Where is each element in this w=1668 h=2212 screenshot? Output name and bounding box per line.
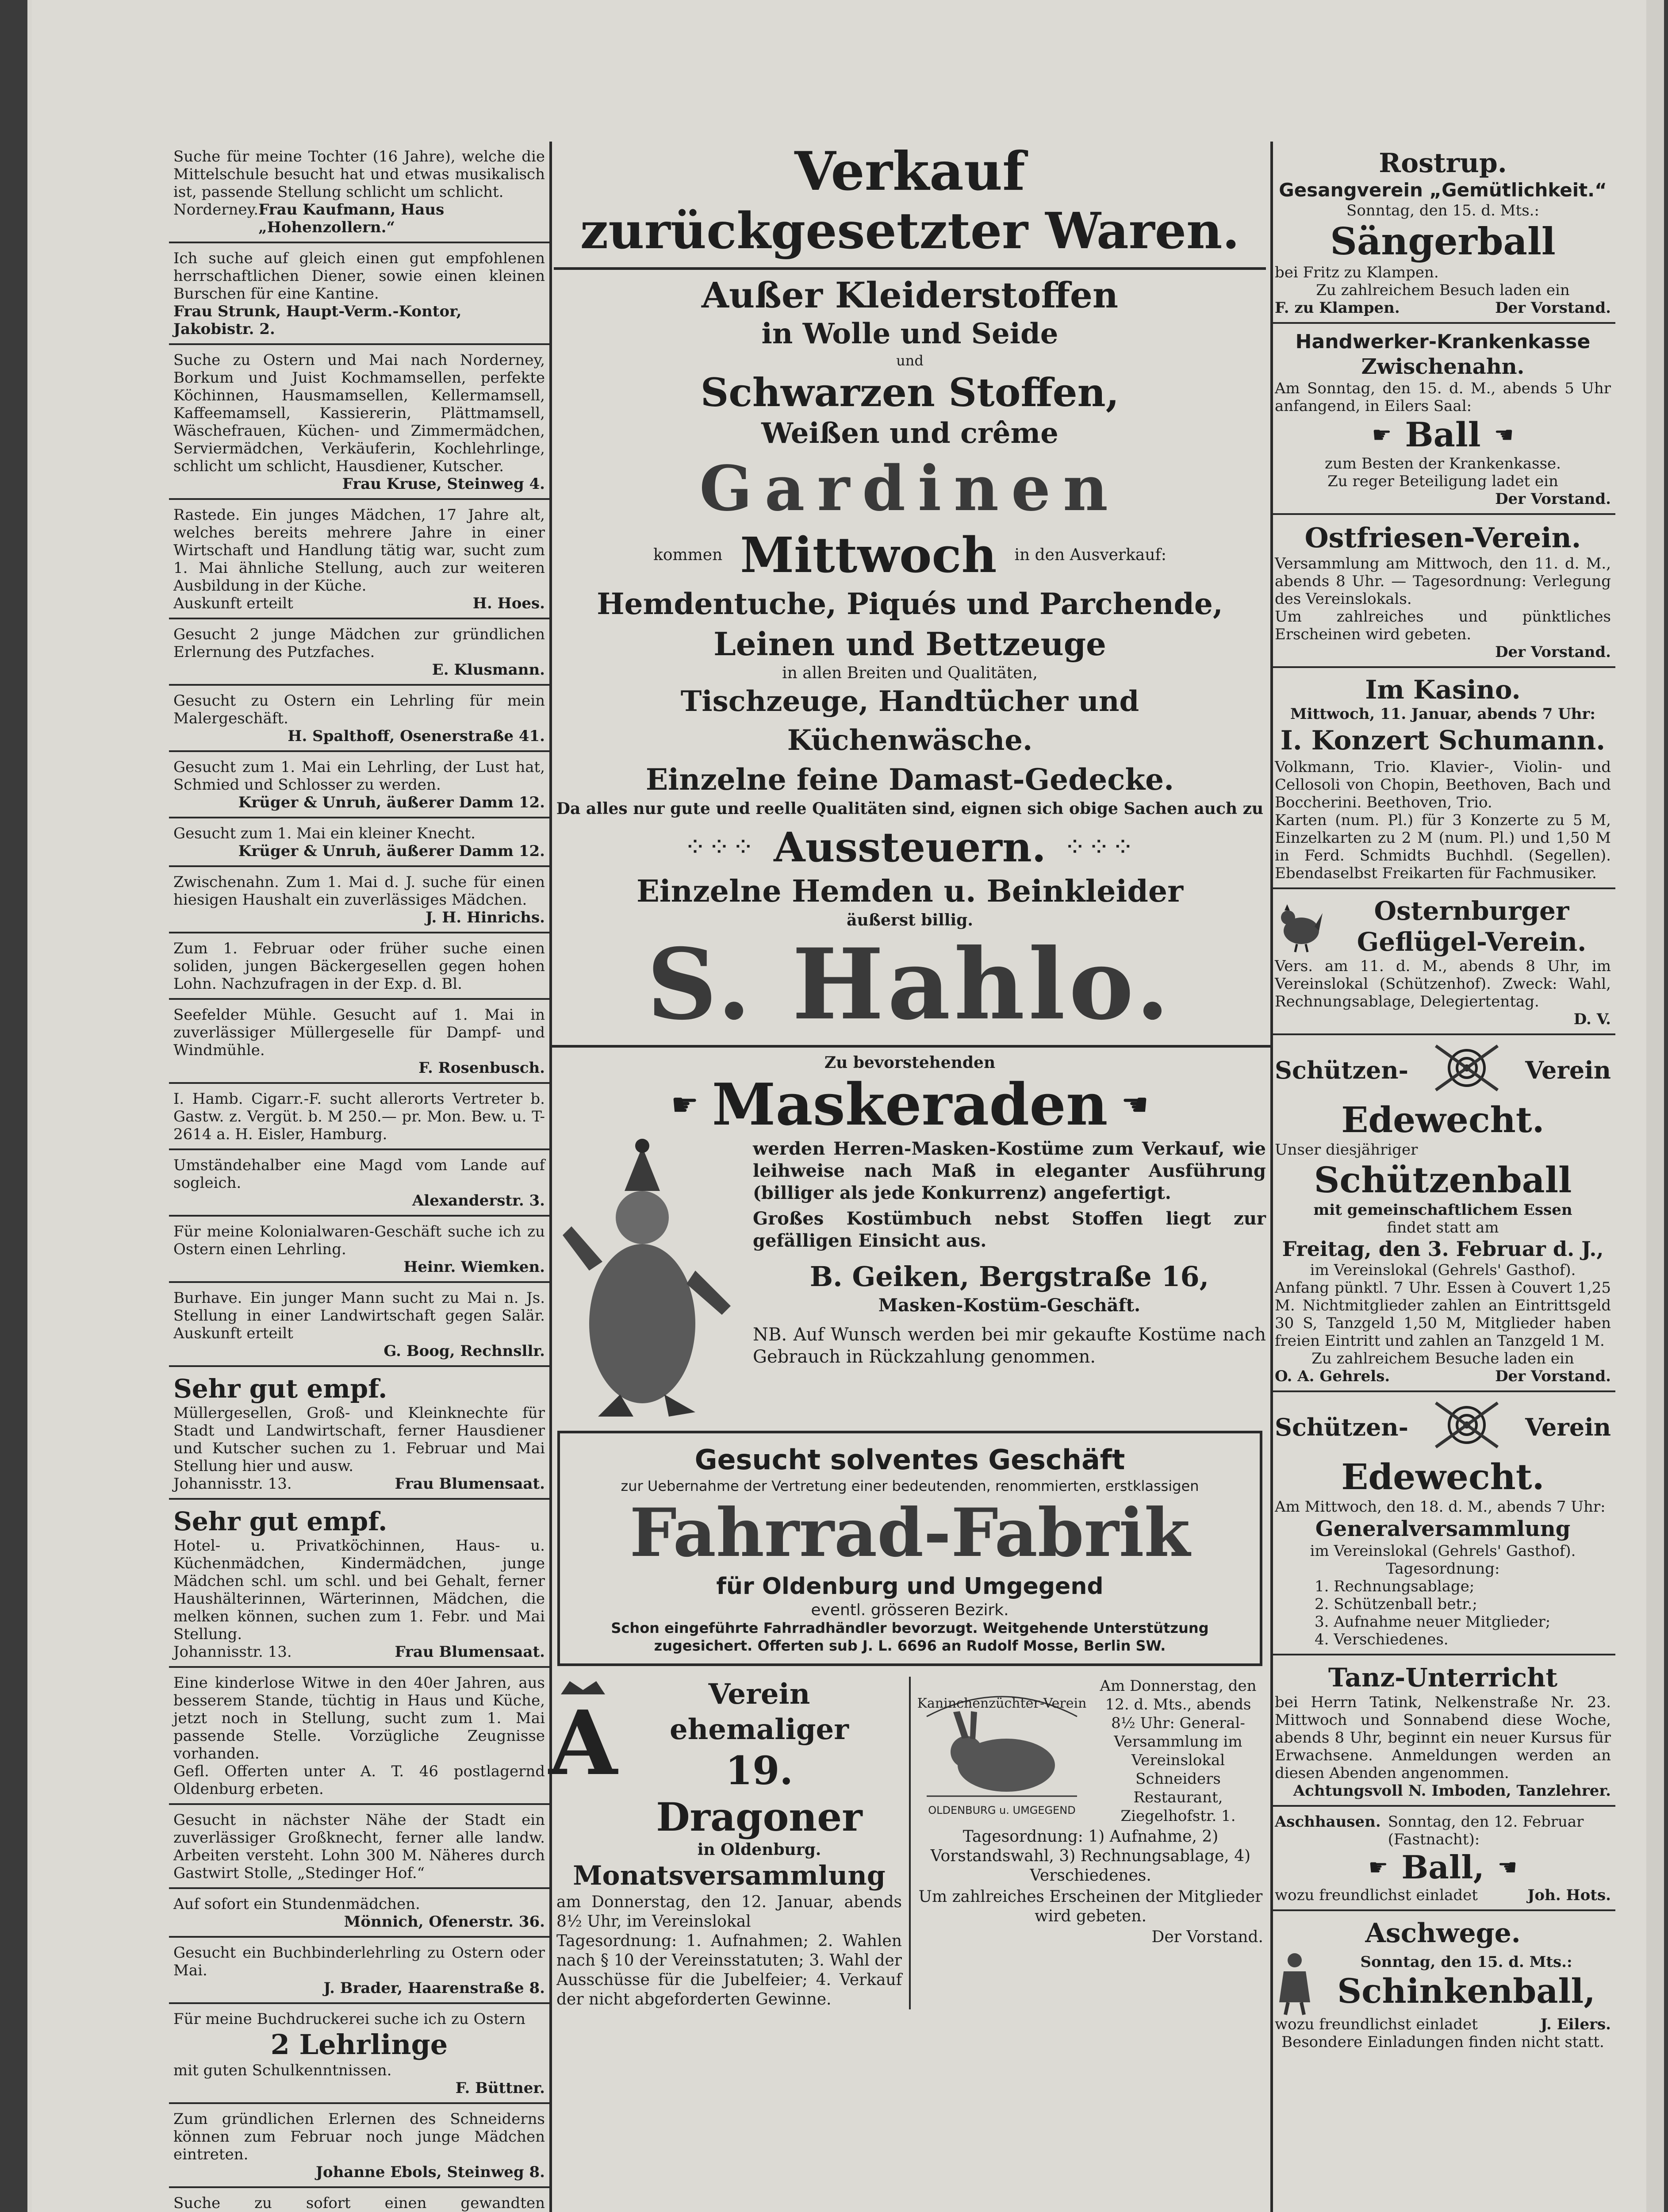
sonntag-15: Sonntag, den 15. d. Mts.: xyxy=(1346,202,1539,219)
tages-item: 3. Aufnahme neuer Mitglieder; xyxy=(1315,1613,1551,1631)
schon-text: Schon eingeführte Fahrradhändler bevorzugt. Weitgehende Unterstützung zugesichert. Offerten sub J. L. 6696 an Rudolf Mosse, Berlin SW. xyxy=(611,1620,1209,1654)
kostuembuch-text: Großes Kostümbuch nebst Stoffen liegt zur gefälligen Einsicht aus. xyxy=(753,1208,1266,1251)
ad-text: Zwischenahn. Zum 1. Mai d. J. suche für einen hiesigen Haushalt ein zuverlässiges Mädchen. xyxy=(173,873,545,909)
generalvers-title: Generalversammlung xyxy=(1315,1517,1571,1541)
kaninchen-um: Um zahlreiches Erscheinen der Mitglieder wird gebeten. xyxy=(918,1888,1263,1925)
ad-text: Gesucht ein Buchbinderlehrling zu Ostern oder Mai. xyxy=(173,1944,545,1979)
ornament-icon: ⁘⁘⁘ xyxy=(1063,832,1136,863)
ostfriesen-title: Ostfriesen-Verein. xyxy=(1304,522,1581,554)
dv-sig: D. V. xyxy=(1573,1010,1611,1028)
gefluegel-text: Vers. am 11. d. M., abends 8 Uhr, im Vereinslokal (Schützenhof). Zweck: Wahl, Rechnungsablage, Delegiertentag. xyxy=(1275,957,1611,1010)
classified-ad xyxy=(169,142,549,243)
ad-signature-left: Norderney. xyxy=(173,201,259,219)
mittwoch-text: Mittwoch xyxy=(740,526,997,584)
maskeraden-title: Maskeraden xyxy=(712,1071,1108,1138)
aussteuern-row xyxy=(554,823,1266,872)
aschhausen-title: Aschhausen. xyxy=(1275,1813,1381,1831)
classified-ad xyxy=(169,1150,549,1217)
gefluegel-title: Geflügel-Verein. xyxy=(1357,927,1587,957)
am-mittwoch: Am Mittwoch, den 18. d. M., abends 7 Uhr: xyxy=(1275,1498,1606,1516)
ad-signature: Alexanderstr. 3. xyxy=(412,1192,545,1210)
der-vorstand: Der Vorstand. xyxy=(1495,643,1611,661)
ad-text: Zum gründlichen Erlernen des Schneiderns können zum Februar noch junge Mädchen eintreten. xyxy=(173,2110,545,2163)
edewecht-title: Edewecht. xyxy=(1341,1099,1545,1141)
breiten-line: in allen Breiten und Qualitäten, xyxy=(782,664,1038,682)
ad-signature: Frau Strunk, Haupt-Verm.-Kontor, Jakobistr. 2. xyxy=(173,303,462,338)
findet-text: findet statt am xyxy=(1387,1219,1499,1237)
gefluegel-ad xyxy=(1270,889,1615,1035)
im-vereinslokal: im Vereinslokal (Gehrels' Gasthof). xyxy=(1310,1542,1576,1560)
fahrrad-ad xyxy=(557,1431,1262,1666)
tagesordnung-head: Tagesordnung: xyxy=(1386,1560,1500,1578)
ad-text: mit guten Schulkenntnissen. xyxy=(173,2062,392,2079)
anfang-text: Anfang pünktl. 7 Uhr. Essen à Couvert 1,25 M. Nichtmitglieder zahlen an Eintrittsgeld 30 S, Tanzgeld 1,50 M, Mitglieder haben freien Eintritt und zahlen an Tanzgeld 1 M. xyxy=(1275,1279,1611,1350)
schuetzen-text: Schützen- xyxy=(1275,1413,1409,1441)
classified-ad xyxy=(169,686,549,752)
classified-ad xyxy=(169,2188,549,2212)
zu-reger: Zu reger Beteiligung ladet ein xyxy=(1327,472,1558,490)
ad-heading: Sehr gut empf. xyxy=(173,1506,387,1536)
ad-text: Müllergesellen, Groß- und Kleinknechte für Stadt und Landwirtschaft, ferner Hausdiener und Kutscher suchen zu 1. Februar und Mai Stellung hier und ausw. xyxy=(173,1404,545,1475)
schuetzen-text: Schützen- xyxy=(1275,1056,1409,1084)
ad-text: Gesucht zum 1. Mai ein Lehrling, der Lust hat, Schmied und Schlosser zu werden. xyxy=(173,758,545,794)
ad-text: Suche zu sofort einen gewandten xyxy=(173,2194,545,2212)
classified-ad xyxy=(169,1283,549,1367)
hots-sig: Joh. Hots. xyxy=(1527,1886,1611,1904)
gehrels-sig: O. A. Gehrels. xyxy=(1275,1367,1390,1385)
imboden-sig: Achtungsvoll N. Imboden, Tanzlehrer. xyxy=(1293,1782,1611,1800)
dragoner-text: am Donnerstag, den 12. Januar, abends 8½ Uhr, im Vereinslokal xyxy=(556,1893,902,1931)
weissen-line: Weißen und crême xyxy=(761,417,1058,450)
classified-ad xyxy=(169,933,549,1000)
konzert-text: Volkmann, Trio. Klavier-, Violin- und Cellosoli von Chopin, Beethoven, Bach und Boccherini. Beethoven, Trio. xyxy=(1275,758,1611,811)
hand-pointer-left-icon: ☚ xyxy=(1494,422,1514,448)
saengerball: Sängerball xyxy=(1330,219,1556,263)
ad-text: Für meine Buchdruckerei suche ich zu Ostern xyxy=(173,2010,525,2028)
ausser-line: Außer Kleiderstoffen xyxy=(701,274,1119,316)
kaninchen-text: Am Donnerstag, den 12. d. Mts., abends 8½ Uhr: General-Versammlung im Vereinslokal Schneiders Restaurant, Ziegelhofstr. 1. xyxy=(1100,1677,1257,1825)
zu-zahlr-text: Zu zahlreichem Besuche laden ein xyxy=(1311,1350,1574,1367)
gesangverein: Gesangverein „Gemütlichkeit.“ xyxy=(1279,179,1607,201)
rooster-icon xyxy=(1275,900,1323,953)
ad-signature: H. Spalthoff, Osenerstraße 41. xyxy=(288,727,545,745)
rabbit-illustration-icon xyxy=(918,1677,1086,1823)
ad-signature: Krüger & Unruh, äußerer Damm 12. xyxy=(238,842,545,860)
aussteuern-text: Aussteuern. xyxy=(774,823,1046,871)
wozu2-text: wozu freundlichst einladet xyxy=(1275,2016,1478,2033)
kasino-title: Im Kasino. xyxy=(1365,675,1521,705)
gemeinsch-text: mit gemeinschaftlichem Essen xyxy=(1313,1201,1572,1219)
da-alles-line: Da alles nur gute und reelle Qualitäten sind, eignen sich obige Sachen auch zu xyxy=(556,799,1264,818)
ad-signature-left: Johannisstr. 13. xyxy=(173,1475,292,1493)
vereinslokal-text: im Vereinslokal (Gehrels' Gasthof). xyxy=(1310,1261,1576,1279)
ad-text: Suche für meine Tochter (16 Jahre), welche die Mittelschule besucht hat und etwas musikalisch ist, passende Stellung schlicht um schlicht. xyxy=(173,148,545,201)
verkauf-title-2: zurückgesetzter Waren. xyxy=(580,202,1240,260)
tanz-ad xyxy=(1270,1655,1615,1807)
ostfriesen-text: Versammlung am Mittwoch, den 11. d. M., abends 8 Uhr. — Tagesordnung: Verlegung des Vereinslokals. xyxy=(1275,555,1611,608)
kasino-date: Mittwoch, 11. Januar, abends 7 Uhr: xyxy=(1290,705,1595,723)
aschwege-ad xyxy=(1270,1911,1615,2056)
verein-text: Verein xyxy=(1525,1413,1611,1441)
classified-ad xyxy=(169,1000,549,1084)
rostrup-title: Rostrup. xyxy=(1379,148,1507,179)
zwischenahn-title: Zwischenahn. xyxy=(1361,354,1525,379)
eventl-text: eventl. grösseren Bezirk. xyxy=(811,1601,1009,1619)
ad-text: Rastede. Ein junges Mädchen, 17 Jahre alt, welches bereits mehrere Jahre in einer Wirtschaft und Handlung tätig war, sucht zum 1. Mai ähnliche Stellung, auch zur weiteren Ausbildung in der Küche. xyxy=(173,506,545,595)
aschwege-title: Aschwege. xyxy=(1365,1918,1521,1949)
ad-text: Eine kinderlose Witwe in den 40er Jahren, aus besserem Stande, tüchtig in Haus und Küche, jetzt noch in Stellung, sucht zum 1. Mai passende Stelle. Vorzügliche Zeugnisse vorhanden. xyxy=(173,1674,545,1763)
tanz-text: bei Herrn Tatink, Nelkenstraße Nr. 23. Mittwoch und Sonnabend diese Woche, abends 8 Uhr, beginnt ein neuer Kursus für Erwachsene. Anmeldungen werden an diesen Abenden angenommen. xyxy=(1275,1694,1611,1782)
ad-signature: Mönnich, Ofenerstr. 36. xyxy=(344,1913,545,1931)
classified-ad xyxy=(169,1367,549,1500)
ad-signature: E. Klusmann. xyxy=(432,661,545,679)
svg-text:A: A xyxy=(548,1691,617,1795)
newspaper-page xyxy=(27,0,1664,2212)
geiken-name: B. Geiken, Bergstraße 16, xyxy=(809,1260,1209,1293)
target-rifles-icon xyxy=(1434,1398,1500,1455)
billig-line: äußerst billig. xyxy=(847,911,973,929)
crown-initial-icon xyxy=(548,1677,617,1795)
ad-text: Gesucht zu Ostern ein Lehrling für mein Malergeschäft. xyxy=(173,692,545,727)
freitag-text: Freitag, den 3. Februar d. J., xyxy=(1282,1237,1604,1261)
dragoner-title: 19. Dragoner xyxy=(656,1747,863,1840)
hand-pointer-icon: ☛ xyxy=(671,1087,699,1123)
divider xyxy=(554,267,1266,270)
ad-text: Ich suche auf gleich einen gut empfohlenen herrschaftlichen Diener, sowie einen kleinen Burschen für eine Kantine. xyxy=(173,250,545,303)
ad-text: Gesucht 2 junge Mädchen zur gründlichen Erlernung des Putzfaches. xyxy=(173,626,545,661)
ad-text: Gesucht in nächster Nähe der Stadt ein zuverlässiger Großknecht, ferner alle landw. Arbeiten versteht. Lohn 300 M. Näheres durch Gastwirt Stolle, „Stedinger Hof.“ xyxy=(173,1811,545,1882)
classified-ad xyxy=(169,1889,549,1938)
classified-ad xyxy=(169,2004,549,2104)
bei-fritz: bei Fritz zu Klampen. xyxy=(1275,264,1439,281)
verkauf-ad xyxy=(549,142,1270,1045)
left-column xyxy=(169,142,549,2212)
classified-ad xyxy=(169,345,549,500)
ad-text: Zum 1. Februar oder früher suche einen soliden, jungen Bäckergesellen gegen hohen Lohn. Nachzufragen in der Exp. d. Bl. xyxy=(173,940,545,993)
zu-zahl: Zu zahlreichem Besuch laden ein xyxy=(1316,281,1570,299)
classified-ad xyxy=(169,500,549,619)
mittwoch-row xyxy=(554,526,1266,584)
konzert-title: I. Konzert Schumann. xyxy=(1280,725,1606,756)
ad-signature: G. Boog, Rechnsllr. xyxy=(383,1342,545,1360)
classified-ad xyxy=(169,818,549,867)
classified-ad xyxy=(169,752,549,818)
besondere-text: Besondere Einladungen finden nicht statt. xyxy=(1281,2033,1604,2051)
ad-signature: Johanne Ebols, Steinweg 8. xyxy=(315,2163,545,2181)
ad-signature: J. H. Hinrichs. xyxy=(426,909,545,926)
ausverkauf-text: in den Ausverkauf: xyxy=(1014,546,1166,564)
ad-signature: Krüger & Unruh, äußerer Damm 12. xyxy=(238,794,545,811)
schinkenball-title: Schinkenball, xyxy=(1337,1971,1595,2011)
wozu-text: wozu freundlichst einladet xyxy=(1275,1886,1478,1904)
ad-signature-left: Johannisstr. 13. xyxy=(173,1643,292,1661)
ad-heading: Sehr gut empf. xyxy=(173,1374,387,1404)
der-vorstand: Der Vorstand. xyxy=(1495,490,1611,508)
kaninchen-ad xyxy=(911,1677,1270,2009)
page-edge xyxy=(1646,0,1664,2212)
und-line: und xyxy=(896,352,924,369)
classified-ad xyxy=(169,243,549,345)
classified-ad xyxy=(169,1500,549,1668)
ad-text: Seefelder Mühle. Gesucht auf 1. Mai in zuverlässiger Müllergeselle für Dampf- und Windmühle. xyxy=(173,1006,545,1059)
tages-item: 1. Rechnungsablage; xyxy=(1315,1578,1475,1595)
damast-line: Einzelne feine Damast-Gedecke. xyxy=(645,762,1174,797)
aschwege-date: Sonntag, den 15. d. Mts.: xyxy=(1360,1953,1572,1971)
karten-text: Karten (num. Pl.) für 3 Konzerte zu 5 M, Einzelkarten zu 2 M (num. Pl.) und 1,50 M in Ferd. Schmidts Buchhdl. (Segellen). Ebendaselbst Freikarten für Fachmusiker. xyxy=(1275,811,1611,882)
der-vorstand: Der Vorstand. xyxy=(1495,299,1611,317)
f-klampen: F. zu Klampen. xyxy=(1275,299,1400,317)
monatsversammlung: Monatsversammlung xyxy=(573,1860,886,1891)
classified-ad xyxy=(169,1938,549,2004)
target-rifles-icon xyxy=(1434,1041,1500,1098)
middle-column xyxy=(549,142,1270,2212)
ad-signature-left: Auskunft erteilt xyxy=(173,595,293,612)
tisch-line: Tischzeuge, Handtücher und Küchenwäsche. xyxy=(680,685,1139,757)
ball-title: Ball xyxy=(1405,415,1481,454)
classified-ad xyxy=(169,1668,549,1805)
ad-text: Für meine Kolonialwaren-Geschäft suche ich zu Ostern einen Lehrling. xyxy=(173,1223,545,1258)
hahlo-line: S. Hahlo. xyxy=(647,927,1173,1041)
hemden-line: Hemdentuche, Piqués und Parchende, xyxy=(597,587,1223,621)
ad-text: Hotel- u. Privatköchinnen, Haus- u. Küchenmädchen, Kindermädchen, junge Mädchen schl. um schl. und bei Gehalt, ferner Haushälterinnen, Wärterinnen, Mädchen, die melken können, suchen zum 1. Febr. und Mai Stellung. xyxy=(173,1537,545,1643)
ad-signature: Frau Blumensaat. xyxy=(395,1643,545,1661)
maskeraden-ad xyxy=(549,1048,1270,1426)
ad-text: Burhave. Ein junger Mann sucht zu Mai n. Js. Stellung in einer Landwirtschaft gegen Salär. Auskunft erteilt xyxy=(173,1289,545,1342)
ad-text: Gefl. Offerten unter A. T. 46 postlagernd Oldenburg erbeten. xyxy=(173,1763,545,1798)
ad-signature: Frau Kruse, Steinweg 4. xyxy=(342,475,545,493)
hand-pointer-icon: ☛ xyxy=(1368,1855,1388,1880)
svg-text:OLDENBURG u. UMGEGEND: OLDENBURG u. UMGEGEND xyxy=(928,1804,1076,1816)
hand-pointer-left-icon: ☚ xyxy=(1121,1087,1149,1123)
kasino-ad xyxy=(1270,668,1615,889)
maskeraden-row xyxy=(554,1071,1266,1138)
fahrrad-fabrik: Fahrrad-Fabrik xyxy=(629,1494,1190,1572)
ad-text: I. Hamb. Cigarr.-F. sucht allerorts Vertreter b. Gastw. z. Vergüt. b. M 250.— pr. Mon. Bew. u. T-2614 a. H. Eisler, Hamburg. xyxy=(173,1090,545,1143)
right-column xyxy=(1270,142,1615,2212)
ad-signature: J. Brader, Haarenstraße 8. xyxy=(323,1979,545,1997)
ad-text: Auf sofort ein Stundenmädchen. xyxy=(173,1895,420,1913)
masken-geschaeft: Masken-Kostüm-Geschäft. xyxy=(878,1295,1141,1316)
leinen-line: Leinen und Bettzeuge xyxy=(713,625,1106,663)
kommen-text: kommen xyxy=(653,546,723,564)
einzelne-hemden-line: Einzelne Hemden u. Beinkleider xyxy=(636,874,1184,909)
hand-pointer-icon: ☛ xyxy=(1372,422,1392,448)
tanz-title: Tanz-Unterricht xyxy=(1328,1663,1558,1693)
tages-list xyxy=(1275,1578,1611,1648)
classified-ad xyxy=(169,2104,549,2188)
kaninchen-vorstand: Der Vorstand. xyxy=(1151,1928,1263,1946)
verkauf-title: Verkauf xyxy=(794,140,1025,203)
ostfriesen-ad xyxy=(1270,515,1615,668)
ball2-title: Ball, xyxy=(1401,1848,1484,1886)
rostrup-ad xyxy=(1270,142,1615,324)
vertretung-text: zur Uebernahme der Vertretung einer bedeutenden, renommierten, erstklassigen xyxy=(621,1478,1199,1494)
fuer-oldenburg: für Oldenburg und Umgegend xyxy=(716,1573,1104,1600)
ad-heading: 2 Lehrlinge xyxy=(270,2028,448,2061)
schuetzenball-title: Schützenball xyxy=(1314,1159,1572,1201)
classified-ad xyxy=(169,1805,549,1889)
jester-illustration-icon xyxy=(554,1138,740,1421)
osternburger-title: Osternburger xyxy=(1374,896,1569,926)
edewecht-title-2: Edewecht. xyxy=(1341,1456,1545,1498)
generalversammlung-ad xyxy=(1270,1392,1615,1655)
tages-item: 2. Schützenball betr.; xyxy=(1315,1595,1477,1613)
verein-ehem: Verein ehemaliger xyxy=(670,1678,849,1746)
gardinen-line: Gardinen xyxy=(699,453,1120,525)
unser-text: Unser diesjähriger xyxy=(1275,1141,1418,1159)
ad-text: Umständehalber eine Magd vom Lande auf sogleich. xyxy=(173,1156,545,1192)
zum-besten: zum Besten der Krankenkasse. xyxy=(1325,455,1561,472)
schuetzenball-ad xyxy=(1270,1035,1615,1392)
der-vorstand: Der Vorstand. xyxy=(1495,1367,1611,1385)
figure-icon xyxy=(1275,1949,1315,2016)
ad-signature: F. Büttner. xyxy=(455,2079,545,2097)
classified-ad xyxy=(169,619,549,686)
ostfriesen-text-2: Um zahlreiches und pünktliches Erscheinen wird gebeten. xyxy=(1275,608,1611,643)
wolle-line: in Wolle und Seide xyxy=(761,317,1058,350)
ornament-icon: ⁘⁘⁘ xyxy=(684,832,756,863)
ad-signature: Heinr. Wiemken. xyxy=(403,1258,545,1276)
schwarzen-line: Schwarzen Stoffen, xyxy=(700,369,1120,415)
zu-bev-line: Zu bevorstehenden xyxy=(824,1053,996,1072)
maskeraden-text: werden Herren-Masken-Kostüme zum Verkauf, wie leihweise nach Maß in eleganter Ausführung (billiger als jede Konkurrenz) angefertigt. xyxy=(753,1138,1266,1203)
classified-ad xyxy=(169,867,549,933)
asch-date: Sonntag, den 12. Februar (Fastnacht): xyxy=(1388,1813,1584,1848)
nb-text: NB. Auf Wunsch werden bei mir gekaufte Kostüme nach Gebrauch in Rückzahlung genommen. xyxy=(753,1325,1266,1367)
handwerker-ad xyxy=(1270,324,1615,515)
tages-item: 4. Verschiedenes. xyxy=(1315,1631,1449,1648)
am-sonntag: Am Sonntag, den 15. d. M., abends 5 Uhr anfangend, in Eilers Saal: xyxy=(1275,380,1611,415)
ad-signature: F. Rosenbusch. xyxy=(418,1059,545,1077)
svg-text:Kaninchenzüchter-Verein: Kaninchenzüchter-Verein xyxy=(917,1696,1087,1711)
ad-signature: Frau Blumensaat. xyxy=(395,1475,545,1493)
dragoner-tagesordnung: Tagesordnung: 1. Aufnahmen; 2. Wahlen nach § 10 der Vereinsstatuten; 3. Wahl der Ausschüsse für die Jubelfeier; 4. Verkauf der nicht abgeforderten Gewinne. xyxy=(556,1932,902,2008)
verein-text: Verein xyxy=(1525,1056,1611,1084)
kaninchen-tagesordnung: Tagesordnung: 1) Aufnahme, 2) Vorstandswahl, 3) Rechnungsablage, 4) Verschiedenes. xyxy=(930,1828,1251,1885)
classified-ad xyxy=(169,1084,549,1150)
dragoner-ad xyxy=(549,1677,911,2009)
in-oldenburg: in Oldenburg. xyxy=(697,1840,821,1859)
bottom-middle-row xyxy=(549,1677,1270,2009)
ad-text: Suche zu Ostern und Mai nach Norderney, Borkum und Juist Kochmamsellen, perfekte Köchinnen, Hausmamsellen, Kellermamsell, Kaffeemamsell, Kassiererin, Plättmamsell, Wäschefrauen, Küchen- und Zimmermädchen, Serviermädchen, Verkäuferin, Kochlehrlinge, schlicht um schlicht, Hausdiener, Kutscher. xyxy=(173,351,545,475)
gesucht-solventes: Gesucht solventes Geschäft xyxy=(694,1444,1125,1476)
aschhausen-ad xyxy=(1270,1807,1615,1911)
handwerker-title: Handwerker-Krankenkasse xyxy=(1295,330,1591,353)
hand-pointer-left-icon: ☚ xyxy=(1497,1855,1518,1880)
eilers-sig: J. Eilers. xyxy=(1540,2016,1611,2033)
ad-signature: Frau Kaufmann, Haus „Hohenzollern.“ xyxy=(258,201,445,236)
ad-signature: H. Hoes. xyxy=(472,595,545,612)
classified-ad xyxy=(169,1217,549,1283)
ad-text: Gesucht zum 1. Mai ein kleiner Knecht. xyxy=(173,825,475,842)
